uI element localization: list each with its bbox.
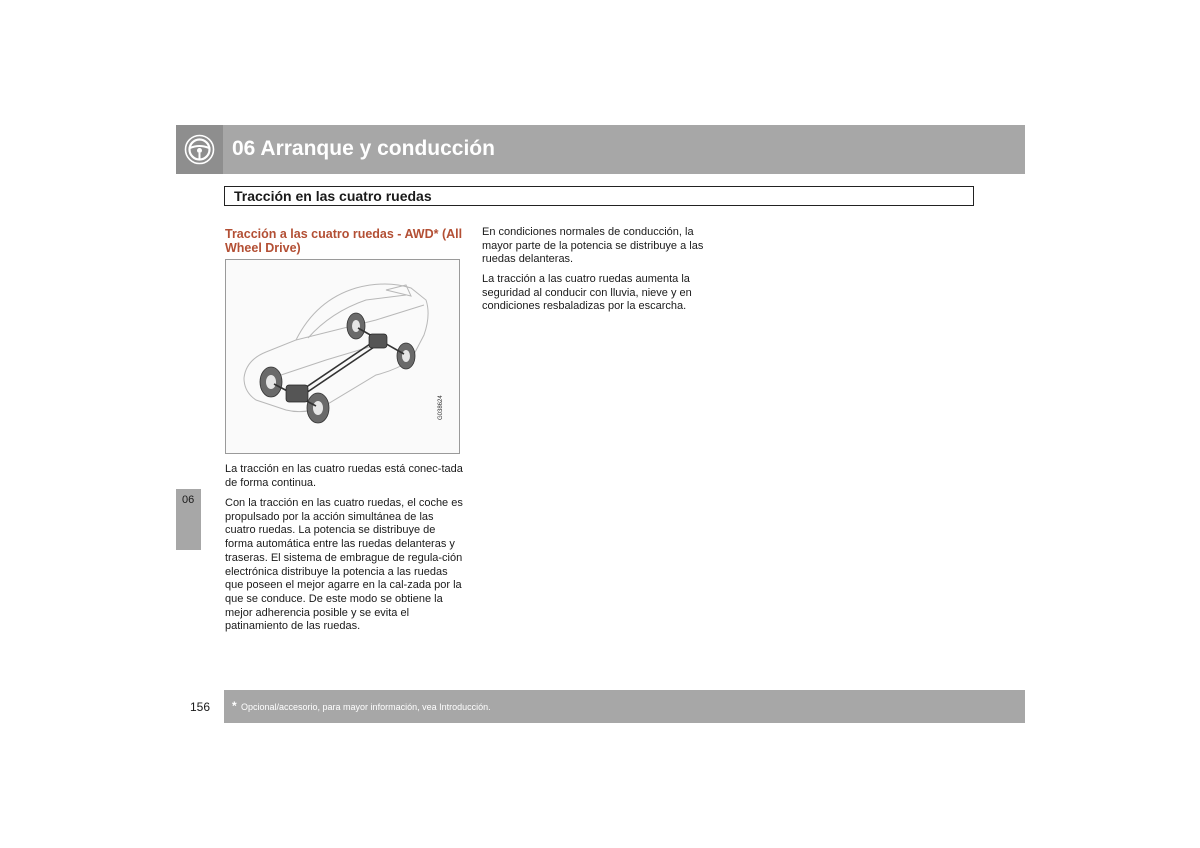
page-number-box — [176, 690, 223, 723]
chapter-side-tab — [176, 489, 201, 550]
footnote-star: * — [232, 699, 237, 713]
paragraph-awd-description: Con la tracción en las cuatro ruedas, el coche es propulsado por la acción simultánea de las cuatro ruedas. La potencia se distribuye de forma automática entre las ruedas delanteras y traseras. El sistema de embrague de regula-ción electrónica distribuye la potencia a las ruedas que poseen el mejor agarre en la cal-zada por la que se conduce. De este modo se obtiene la mejor adherencia posible y se evita el patinamiento de las ruedas. — [225, 497, 463, 633]
awd-figure — [225, 259, 460, 454]
paragraph-safety: La tracción a las cuatro ruedas aumenta la seguridad al conducir con lluvia, nieve y en condiciones resbaladizas por la escarcha. — [482, 273, 692, 313]
section-title: Tracción en las cuatro ruedas — [234, 188, 432, 204]
side-tab-label: 06 — [182, 494, 195, 506]
section-header — [224, 186, 974, 206]
chapter-title: 06 Arranque y conducción — [232, 137, 495, 160]
steering-wheel-icon — [184, 134, 215, 165]
chapter-header — [176, 125, 1025, 174]
subheading: Tracción a las cuatro ruedas - AWD* (All Wheel Drive) — [225, 227, 463, 255]
chapter-icon-box — [176, 125, 223, 174]
footer-bar — [224, 690, 1025, 723]
paragraph-continuous: La tracción en las cuatro ruedas está conec-tada de forma continua. — [225, 463, 463, 489]
figure-code: G038624 — [438, 395, 444, 420]
paragraph-normal-conditions: En condiciones normales de conducción, la mayor parte de la potencia se distribuye a las ruedas delanteras. — [482, 226, 704, 266]
footnote-text: Opcional/accesorio, para mayor información, vea Introducción. — [241, 702, 491, 712]
awd-car-illustration — [226, 260, 459, 453]
page-number: 156 — [190, 700, 211, 714]
